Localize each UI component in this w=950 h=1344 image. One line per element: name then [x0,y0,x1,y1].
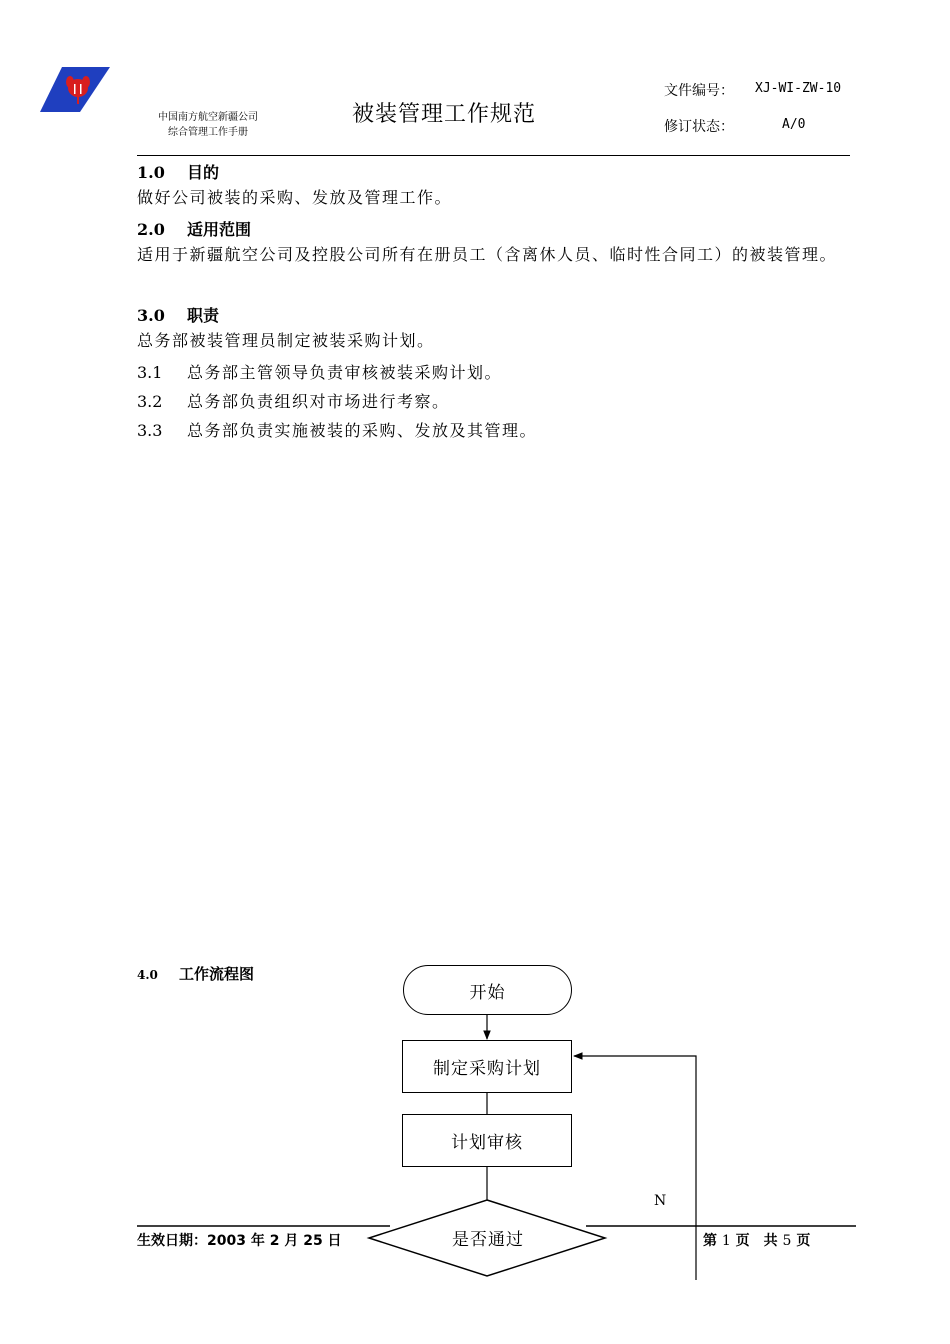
loop-back-arrow [574,1056,696,1280]
section-2-text: 适用于新疆航空公司及控股公司所有在册员工（含离休人员、临时性合同工）的被装管理。 [137,245,838,264]
flow-step-review: 计划审核 [402,1114,572,1167]
section-title: 目的 [187,163,220,182]
page-number [703,1230,810,1250]
item-text: 总务部负责实施被装的采购、发放及其管理。 [187,421,538,440]
effective-date: 生效日期：2003 年 2 月 25 日 [137,1233,342,1249]
flow-decision-label: 是否通过 [452,1230,524,1250]
section-number: 2.0 [137,220,165,239]
company-name: 中国南方航空新疆公司 [158,112,258,123]
flow-step-plan: 制定采购计划 [402,1040,572,1093]
item-number: 3.3 [137,421,163,440]
page-suffix: 页 [796,1233,811,1249]
flow-no-label: N [654,1193,667,1209]
item-text: 总务部负责组织对市场进行考察。 [187,392,450,411]
section-title: 工作流程图 [179,965,255,983]
doc-number-label: 文件编号： [664,83,734,99]
manual-name: 综合管理工作手册 [168,127,248,138]
item-number: 3.2 [137,392,163,411]
section-number: 1.0 [137,163,165,182]
item-number: 3.1 [137,363,163,382]
section-number: 4.0 [137,968,158,982]
flow-start-node: 开始 [403,965,572,1015]
revision-value: A/0 [782,117,806,132]
page-title: 被装管理工作规范 [352,102,537,127]
item-text: 总务部主管领导负责审核被装采购计划。 [187,363,503,382]
page-current: 1 [721,1233,731,1249]
doc-number-value: XJ-WI-ZW-10 [755,81,842,96]
revision-label: 修订状态： [664,119,734,135]
page-prefix: 第 [703,1233,717,1249]
page-total: 5 [782,1233,792,1249]
section-title: 职责 [187,306,220,325]
section-1-text: 做好公司被装的采购、发放及管理工作。 [137,188,453,207]
section-3-text: 总务部被装管理员制定被装采购计划。 [137,331,435,350]
section-number: 3.0 [137,306,165,325]
section-title: 适用范围 [187,220,252,239]
page-mid: 页 共 [735,1233,778,1249]
